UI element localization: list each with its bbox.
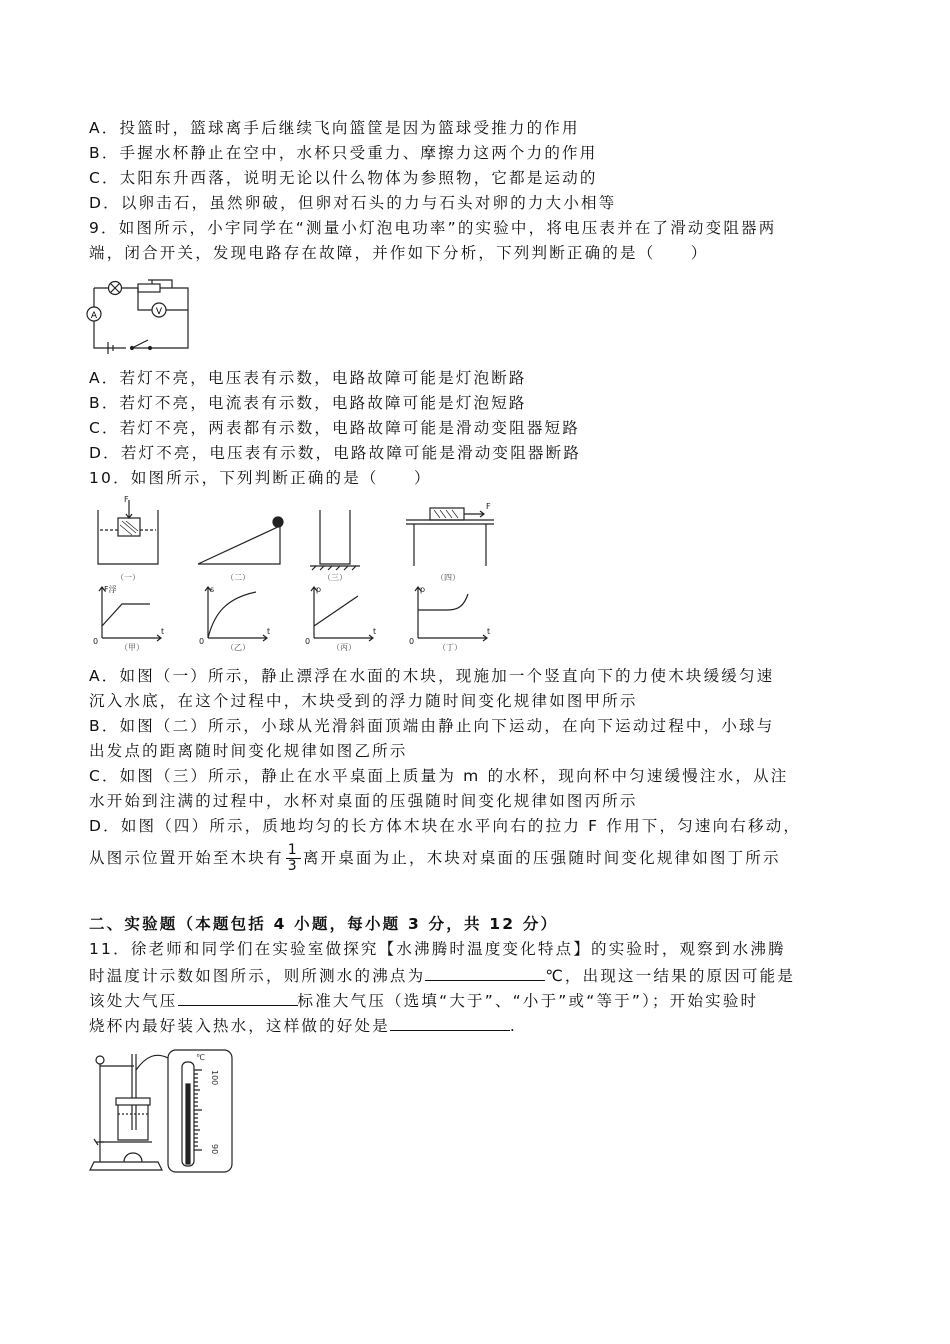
q10-option-d-line2 xyxy=(89,838,781,878)
q11-line4-text: 烧杯内最好装入热水，这样做的好处是 xyxy=(89,1017,390,1035)
one-third-fraction xyxy=(286,843,301,874)
boiling-point-blank[interactable] xyxy=(425,964,545,981)
graph-jia-y-label: F浮 xyxy=(104,585,117,594)
fraction-numerator: 1 xyxy=(287,842,299,858)
q11-line3 xyxy=(89,989,758,1011)
graph-bing-y-label: p xyxy=(316,585,322,594)
graph-yi-y-label: s xyxy=(210,585,215,594)
q11-line2-text: 时温度计示数如图所示，则所测水的沸点为 xyxy=(89,967,426,985)
fig4-force-label: F xyxy=(486,502,491,511)
q11-line4 xyxy=(89,1014,517,1036)
q9-stem-line1: 9．如图所示，小宇同学在“测量小灯泡电功率”的实验中，将电压表并在了滑动变阻器两 xyxy=(89,219,777,237)
q9-option-c: C．若灯不亮，两表都有示数，电路故障可能是滑动变阻器短路 xyxy=(89,419,580,437)
q10-option-d-line2-part1: 从图示位置开始至木块有 xyxy=(89,849,284,867)
q11-boiling-apparatus xyxy=(86,1044,236,1178)
q8-option-d: D．以卵击石，虽然卵破，但卵对石头的力与石头对卵的力大小相等 xyxy=(89,194,617,212)
benefit-blank[interactable] xyxy=(390,1014,510,1031)
q11-line2 xyxy=(89,964,795,986)
graph-bing-t: t xyxy=(373,627,377,636)
fig1-force-label: F xyxy=(124,495,129,504)
voltmeter-label: V xyxy=(155,307,163,317)
q11-line1: 11．徐老师和同学们在实验室做探究【水沸腾时温度变化特点】的实验时，观察到水沸腾 xyxy=(89,940,786,958)
ammeter-label: A xyxy=(90,311,98,321)
graph-ding-t: t xyxy=(487,627,491,636)
fig-label-2: （二） xyxy=(226,573,250,582)
q11-line3-text-b: 标准大气压（选填“大于”、“小于”或“等于”）；开始实验时 xyxy=(297,992,759,1010)
graph-label-jia: （甲） xyxy=(120,643,144,652)
q10-option-a-line1: A．如图（一）所示，静止漂浮在水面的木块，现施加一个竖直向下的力使木块缓缓匀速 xyxy=(89,667,775,685)
q10-option-b-line2: 出发点的距离随时间变化规律如图乙所示 xyxy=(89,742,408,760)
fig-label-4: （四） xyxy=(436,573,460,582)
graph-ding-origin: 0 xyxy=(409,637,415,646)
fraction-denominator: 3 xyxy=(287,858,299,874)
q8-option-c: C．太阳东升西落，说明无论以什么物体为参照物，它都是运动的 xyxy=(89,169,598,187)
q11-unit-text: ℃，出现这一结果的原因可能是 xyxy=(545,967,796,985)
q11-line3-text-a: 该处大气压 xyxy=(89,992,178,1010)
q10-option-c-line2: 水开始到注满的过程中，水杯对桌面的压强随时间变化规律如图丙所示 xyxy=(89,792,638,810)
fig-label-1: （一） xyxy=(116,573,140,582)
graph-jia-t: t xyxy=(161,627,165,636)
q10-option-c-line1: C．如图（三）所示，静止在水平桌面上质量为 m 的水杯，现向杯中匀速缓慢注水，从注 xyxy=(89,767,789,785)
section-heading: 二、实验题（本题包括 4 小题，每小题 3 分，共 12 分） xyxy=(89,915,559,933)
thermometer-90: 90 xyxy=(210,1144,219,1155)
q10-option-d-line2-part2: 离开桌面为止，木块对桌面的压强随时间变化规律如图丁所示 xyxy=(302,849,781,867)
q10-figures xyxy=(88,496,508,654)
q11-line4-end: . xyxy=(509,1017,518,1035)
graph-label-bing: （丙） xyxy=(332,643,356,652)
graph-yi-t: t xyxy=(267,627,271,636)
thermometer-100: 100 xyxy=(210,1070,219,1086)
thermometer-unit: ℃ xyxy=(196,1053,205,1062)
q10-option-a-line2: 沉入水底，在这个过程中，木块受到的浮力随时间变化规律如图甲所示 xyxy=(89,692,638,710)
q9-option-d: D．若灯不亮，电压表有示数，电路故障可能是滑动变阻器断路 xyxy=(89,444,582,462)
q9-option-b: B．若灯不亮，电流表有示数，电路故障可能是灯泡短路 xyxy=(89,394,527,412)
graph-label-ding: （丁） xyxy=(438,643,462,652)
q10-option-b-line1: B．如图（二）所示，小球从光滑斜面顶端由静止向下运动，在向下运动过程中，小球与 xyxy=(89,717,775,735)
graph-yi-origin: 0 xyxy=(199,637,205,646)
fig-label-3: （三） xyxy=(323,573,347,582)
q8-option-a: A．投篮时，篮球离手后继续飞向篮筐是因为篮球受推力的作用 xyxy=(89,119,580,137)
q9-circuit-diagram xyxy=(86,280,196,356)
graph-bing-origin: 0 xyxy=(305,637,311,646)
q10-option-d-line1: D．如图（四）所示，质地均匀的长方体木块在水平向右的拉力 F 作用下，匀速向右移动， xyxy=(89,817,802,835)
pressure-comparison-blank[interactable] xyxy=(178,989,298,1006)
q9-option-a: A．若灯不亮，电压表有示数，电路故障可能是灯泡断路 xyxy=(89,369,527,387)
q8-option-b: B．手握水杯静止在空中，水杯只受重力、摩擦力这两个力的作用 xyxy=(89,144,598,162)
q9-stem-line2: 端，闭合开关，发现电路存在故障，并作如下分析，下列判断正确的是（ ） xyxy=(89,244,709,262)
graph-label-yi: （乙） xyxy=(226,643,250,652)
graph-jia-origin: 0 xyxy=(93,637,99,646)
graph-ding-y-label: p xyxy=(420,585,426,594)
q10-stem: 10．如图所示，下列判断正确的是（ ） xyxy=(89,469,432,487)
